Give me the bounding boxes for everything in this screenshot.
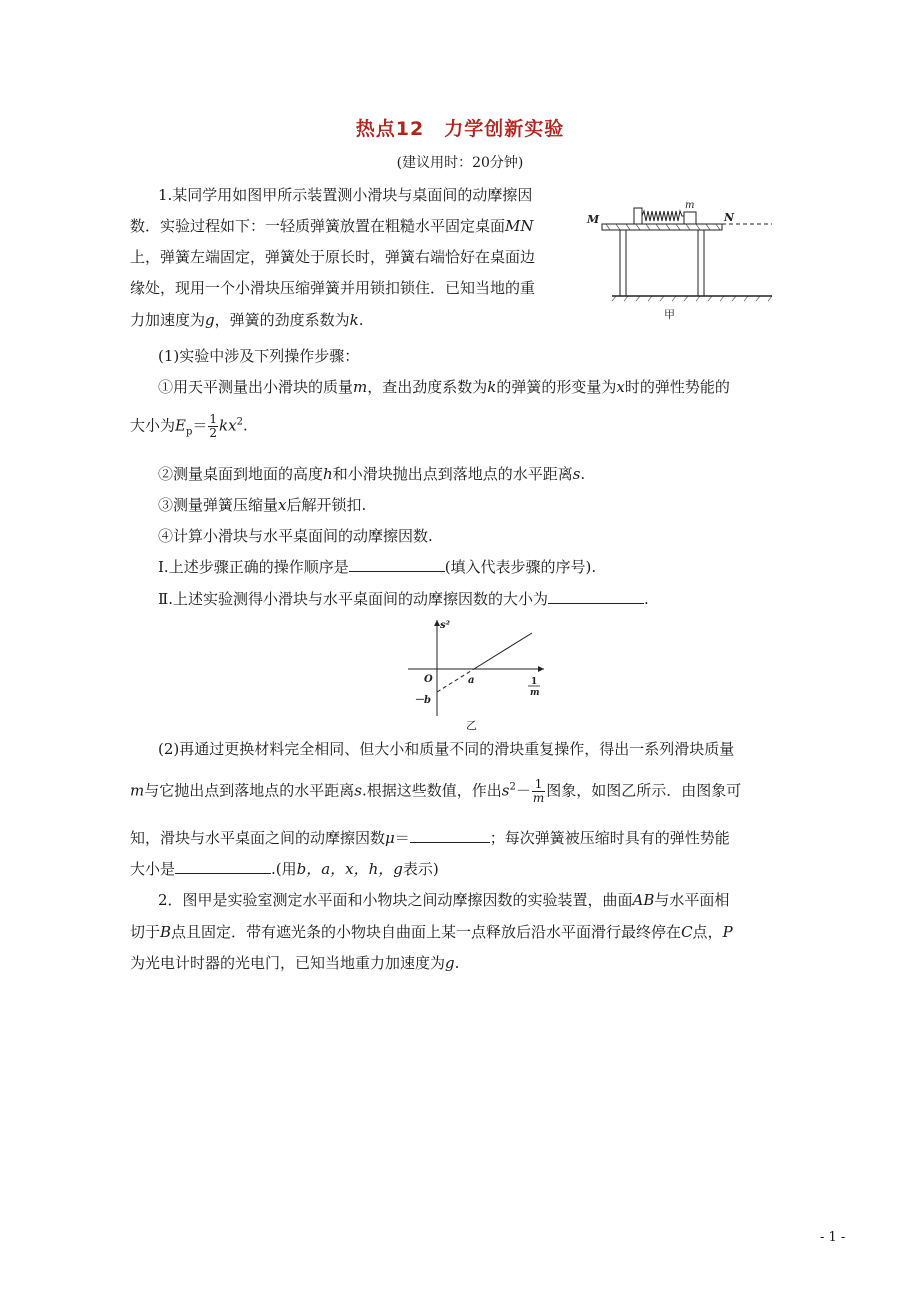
q1-question-I: Ⅰ.上述步骤正确的操作顺序是 (填入代表步骤的序号).	[158, 558, 597, 576]
answer-blank-mu[interactable]	[410, 828, 490, 843]
page-number: - 1 -	[820, 1230, 846, 1245]
q2-line1: 2．图甲是实验室测定水平面和小物块之间动摩擦因数的实验装置，曲面AB与水平面相	[158, 891, 730, 909]
figure-jia-caption: 甲	[664, 308, 675, 321]
page-subtitle: (建议用时：20分钟)	[396, 155, 524, 171]
q1-step2: ②测量桌面到地面的高度h和小滑块抛出点到落地点的水平距离s.	[158, 465, 586, 483]
q1-intro-line4: 缘处，现用一个小滑块压缩弹簧并用锁扣锁住．已知当地的重	[130, 279, 536, 297]
q1-step1-line1: ①用天平测量出小滑块的质量m，查出劲度系数为k的弹簧的形变量为x时的弹性势能的	[158, 378, 730, 396]
label-s-squared: s²	[440, 620, 451, 631]
table-top	[602, 224, 722, 230]
graph-line-solid	[474, 633, 532, 669]
q1-intro-line2: 数．实验过程如下：一轻质弹簧放置在粗糙水平固定桌面MN	[130, 217, 534, 235]
q1-question-II: Ⅱ.上述实验测得小滑块与水平桌面间的动摩擦因数的大小为 .	[158, 590, 649, 608]
page-title: 热点12 力学创新实验	[355, 118, 565, 140]
figure-yi-caption: 乙	[466, 719, 477, 732]
label-M: M	[587, 213, 600, 226]
answer-blank-energy[interactable]	[175, 859, 271, 874]
q1-part2-line2: m与它抛出点到落地点的水平距离s.根据这些数值，作出$s^2-$ $\frac{1}{m}$ 图象，如图乙所示．由图象可	[130, 777, 742, 805]
label-m: m	[685, 200, 695, 211]
spring	[642, 211, 684, 221]
label-x-den: m	[530, 688, 540, 698]
q2-line2: 切于B点且固定．带有遮光条的小物块自曲面上某一点释放后沿水平面滑行最终停在C点，P	[130, 923, 733, 941]
label-a: a	[468, 675, 475, 686]
figure-jia-apparatus	[586, 196, 786, 324]
answer-blank-I[interactable]	[349, 557, 445, 572]
q1-step4: ④计算小滑块与水平桌面间的动摩擦因数.	[158, 527, 433, 545]
q1-part2-line4: 大小是 .(用b，a，x，h，g表示)	[130, 860, 439, 878]
figure-yi-graph	[404, 614, 564, 738]
fraction-one-over-m: $\frac{1}{m}$	[532, 777, 545, 805]
q1-intro-line3: 上，弹簧左端固定，弹簧处于原长时，弹簧右端恰好在桌面边	[130, 248, 536, 266]
q1-part1-label: (1)实验中涉及下列操作步骤：	[158, 347, 360, 365]
q1-step1-line2: 大小为$E_p=$ $\frac{1}{2}$ $kx^2$.	[130, 412, 248, 440]
answer-blank-II[interactable]	[548, 589, 644, 604]
q1-step3: ③测量弹簧压缩量x后解开锁扣.	[158, 496, 367, 514]
table-leg-right	[698, 230, 704, 296]
label-N: N	[724, 211, 735, 224]
label-x-num: 1	[531, 677, 538, 687]
label-origin: O	[424, 674, 433, 685]
slider-block	[684, 212, 696, 224]
q1-part2-line3: 知，滑块与水平桌面之间的动摩擦因数μ＝ ；每次弹簧被压缩时具有的弹性势能	[130, 829, 730, 847]
spring-wall-block	[634, 208, 642, 224]
q1-part2-line1: (2)再通过更换材料完全相同、但大小和质量不同的滑块重复操作，得出一系列滑块质量	[158, 740, 735, 758]
q2-line3: 为光电计时器的光电门，已知当地重力加速度为g.	[130, 954, 460, 972]
q1-intro-line1: 1.某同学用如图甲所示装置测小滑块与桌面间的动摩擦因	[158, 186, 533, 204]
label-neg-b: －b	[414, 695, 431, 706]
fraction-one-half: $\frac{1}{2}$	[209, 412, 218, 440]
table-leg-left	[620, 230, 626, 296]
q1-intro-line5: 力加速度为g，弹簧的劲度系数为k.	[130, 311, 364, 329]
